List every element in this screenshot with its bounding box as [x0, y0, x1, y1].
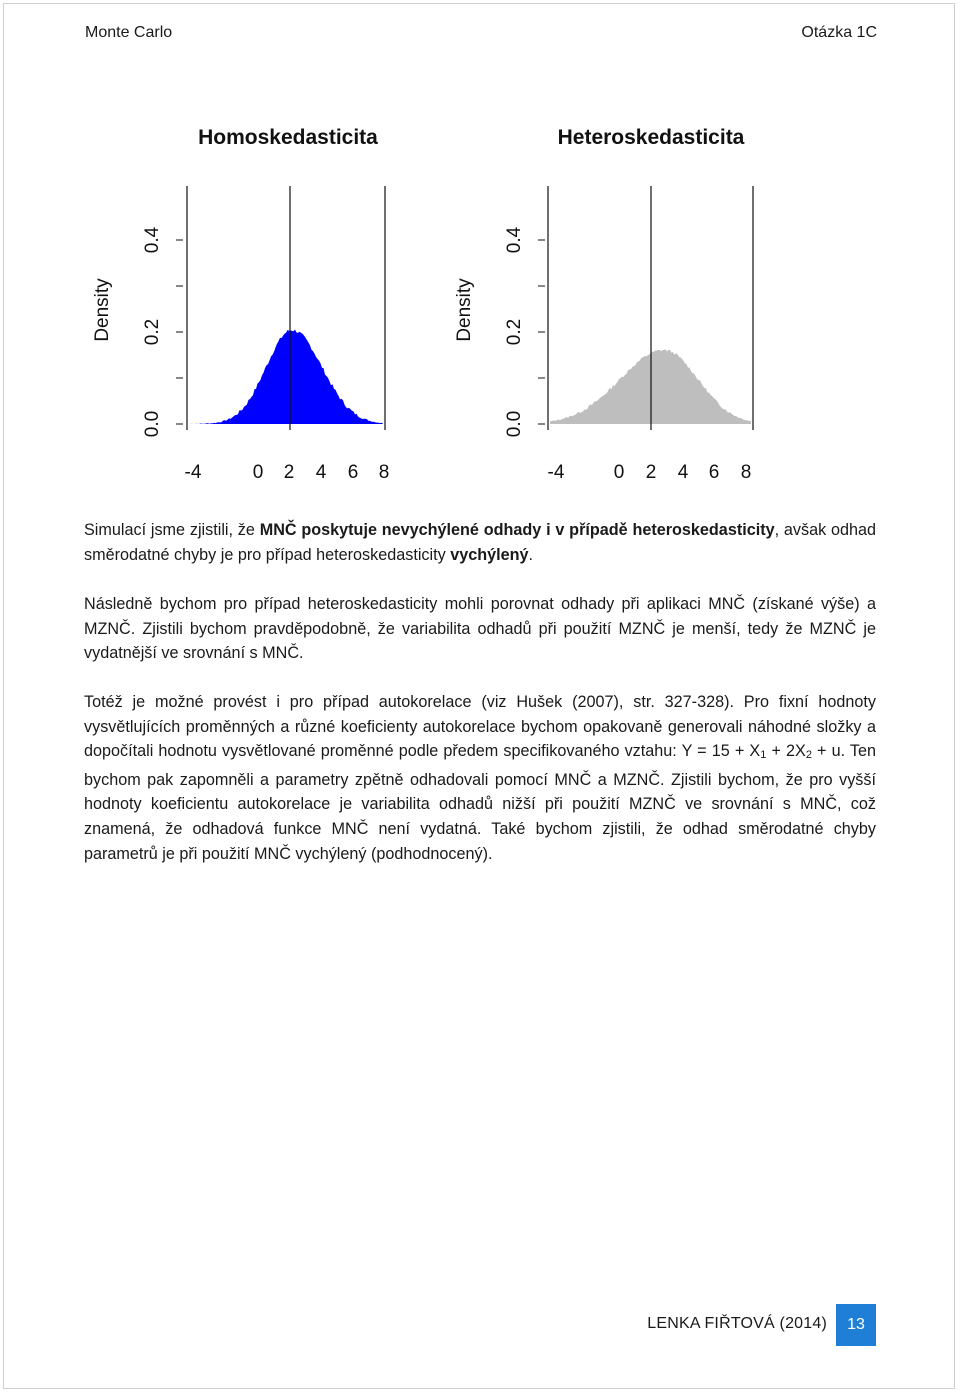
panel-homoskedasticita: [92, 126, 389, 483]
xtick-label: 2: [283, 462, 295, 483]
p3-subscript-1: 1: [760, 749, 767, 762]
ylabel-hetero: Density: [454, 278, 475, 342]
p1-bold-claim: MNČ poskytuje nevychýlené odhady i v případě heteroskedasticity: [259, 521, 775, 539]
xtick-label: 8: [740, 462, 752, 483]
paragraph-2: Následně bychom pro případ heteroskedasticity mohli porovnat odhady při aplikaci MNČ (získané výše) a MZNČ. Zjistili bychom pravděpodobně, že variabilita odhadů při použití MZNČ je menší, tedy že MZNČ je vydatnější ve srovnání s MNČ.: [84, 595, 876, 663]
paragraph-3: [84, 690, 876, 866]
header-left: Monte Carlo: [85, 24, 173, 41]
xtick-label: 0: [252, 462, 264, 483]
p3-text-a: Totéž je možné provést i pro případ autokorelace (viz Hušek (2007), str. 327-328). Pro fixní hodnoty vysvětlujících proměnných a různé koeficienty autokorelace bychom opakovaně generovali náhodné složky a dopočítali hodnotu vysvětlované proměnné podle předem specifikovaného vztahu: Y = 15 + X: [84, 693, 876, 761]
ytick-label: 0.0: [142, 410, 163, 438]
ytick-label: 0.2: [504, 318, 525, 346]
xtick-label: 4: [315, 462, 327, 483]
p3-subscript-2: 2: [805, 749, 812, 762]
ytick-label: 0.0: [504, 410, 525, 438]
page-number-badge: 13: [836, 1304, 876, 1346]
panel-title-hetero: Heteroskedasticita: [557, 126, 745, 149]
p1-bold-biased: vychýlený: [450, 545, 529, 564]
p1-text-a: Simulací jsme zjistili, že: [84, 521, 260, 539]
density-area-homo: [190, 330, 383, 425]
xtick-label: 6: [347, 462, 359, 483]
p1-text-e: .: [528, 545, 534, 564]
panel-title-homo: Homoskedasticita: [198, 126, 378, 149]
header-right: Otázka 1C: [801, 24, 877, 41]
xtick-label: 8: [378, 462, 390, 483]
ylabel-homo: Density: [92, 278, 113, 342]
density-figure: [0, 100, 960, 500]
ytick-label: 0.2: [142, 318, 163, 346]
xtick-label: 0: [613, 462, 625, 483]
footer-author: LENKA FIŘTOVÁ (2014): [647, 1315, 827, 1332]
p3-text-c: + u. Ten bychom pak zapomněli a parametry zpětně odhadovali pomocí MNČ a MZNČ. Zjistili bychom, že pro vyšší hodnoty koeficientu autokorelace je variabilita odhadů nižší při použití MZNČ ve srovnání s MNČ, což znamená, že odhadová funkce MNČ není vydatná. Také bychom zjistili, že odhad směrodatné chyby parametrů je při použití MNČ vychýlený (podhodnocený).: [84, 742, 877, 863]
panel-heteroskedasticita: [454, 126, 753, 483]
p3-text-b: + 2X: [766, 742, 806, 761]
xtick-label: -4: [547, 462, 565, 483]
xtick-label: 4: [677, 462, 689, 483]
density-plots-svg: [0, 100, 960, 500]
xtick-label: -4: [184, 462, 202, 483]
xtick-label: 6: [708, 462, 720, 483]
p1-text-c: , avšak odhad směrodatné chyby je pro případ heteroskedasticity: [84, 521, 877, 564]
ytick-label: 0.4: [142, 226, 163, 254]
ytick-label: 0.4: [504, 226, 525, 254]
paragraph-1: [84, 518, 876, 567]
xtick-label: 2: [645, 462, 657, 483]
